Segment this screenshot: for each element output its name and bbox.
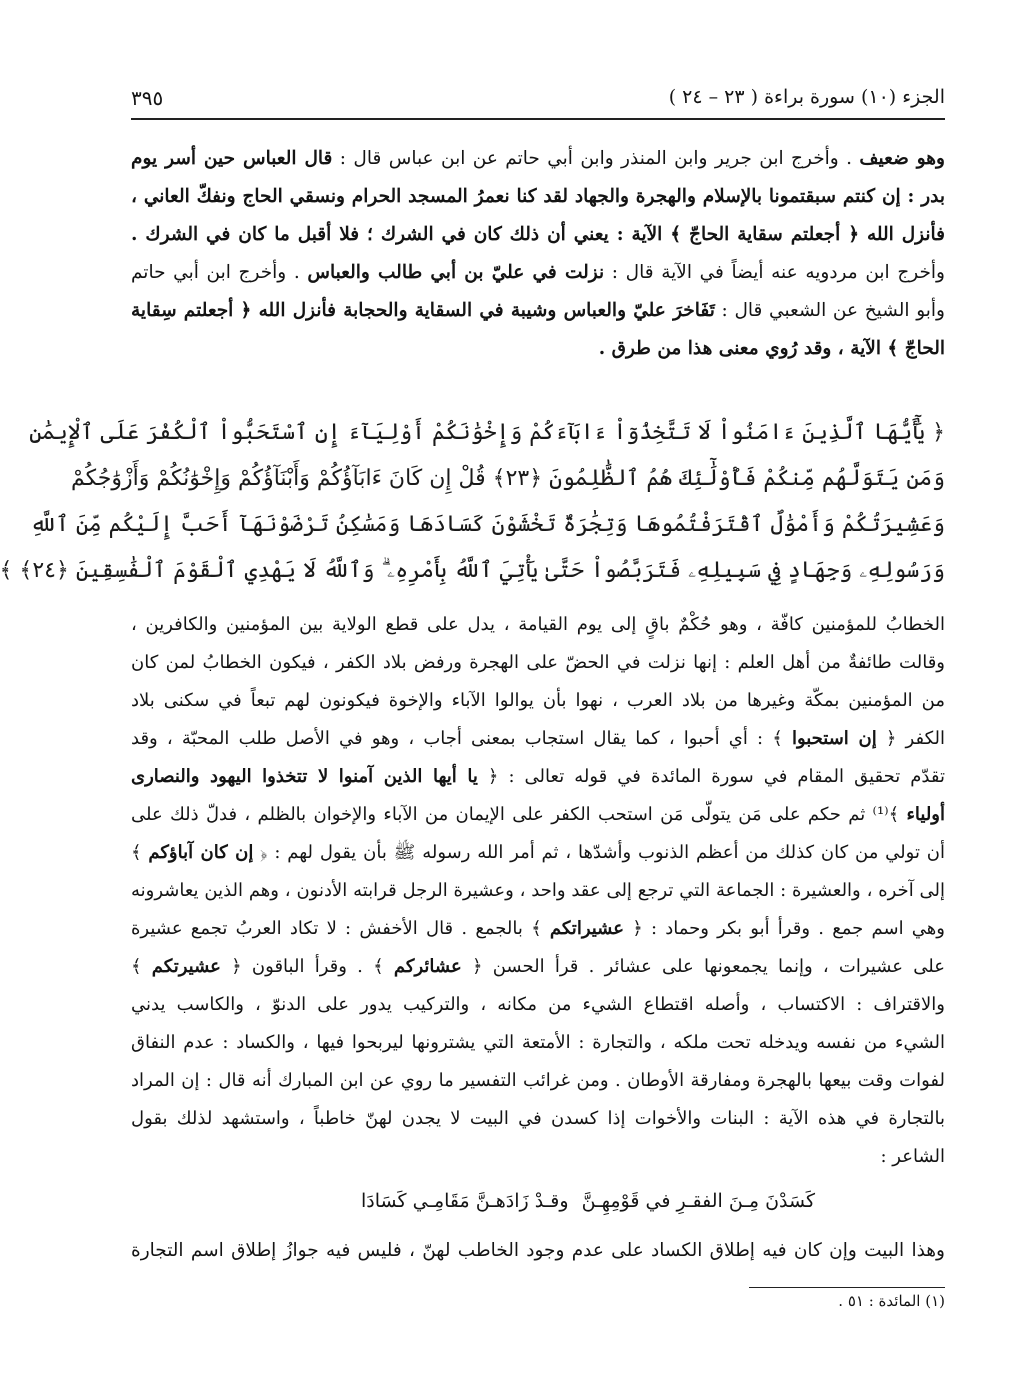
text-line (131, 606, 945, 644)
page-number: ٣٩٥ (131, 86, 164, 110)
text-run: والاقتراف : الاكتساب ، وأصله اقتطاع الشيء من مكانه ، والتركيب يدور على الدنوّ ، والكاسب يدني (131, 994, 945, 1015)
text-run: . وأخرج ابن جرير وابن المنذر وابن أبي حاتم عن ابن عباس قال : (332, 148, 860, 169)
text-run: ﴾⁽¹⁾ ثم حكم على مَن يتولّى مَن استحب الكفر على الإيمان من الآباء والإخوان بالظلم ، فدلّ ذلك على (131, 804, 907, 825)
intro-paragraph (131, 140, 945, 368)
text-line (131, 758, 945, 796)
commentary-paragraph (131, 606, 945, 1176)
text-line (131, 834, 945, 872)
text-run: وقالت طائفةٌ من أهل العلم : إنها نزلت في الحضّ على الهجرة ورفض بلاد الكفر ، فيكون الخطابُ لمن كان (131, 652, 945, 673)
text-line (131, 292, 945, 330)
bold-text-run: يا أيها الذين آمنوا لا تتخذوا اليهود والنصارى (131, 766, 478, 787)
bold-text-run: فأنزل الله ﴿ أجعلتم سقاية الحاجّ ﴾ الآية : يعني أن ذلك كان في الشرك ؛ فلا أقبل ما كان في الشرك . (131, 224, 945, 245)
text-line (131, 1024, 945, 1062)
quran-line: ﴿ يَٰٓأَيُّهَا ٱلَّذِينَ ءَامَنُواْ لَا تَتَّخِذُوٓاْ ءَابَآءَكُمْ وَإِخْوَٰنَكُمْ أَوْلِيَآءَ إِنِ ٱسْتَحَبُّواْ ٱلْكُفْرَ عَلَى ٱلْإِيمَٰنِ (29, 420, 945, 445)
text-run: ﴾ : أي أحبوا ، كما يقال استجاب بمعنى أجاب ، وهو في الأصل طلب المحبّة ، وقد (131, 728, 792, 749)
text-line (131, 330, 945, 368)
text-run: ﴾ (131, 842, 149, 863)
bold-text-run: عشيرتكم (151, 956, 221, 977)
poem-verse (131, 1190, 945, 1230)
bold-text-run: وهو ضعيف (859, 148, 945, 169)
footnote-divider (749, 1287, 945, 1288)
text-run: ﴾ . وقرأ الباقون ﴿ (220, 956, 394, 977)
text-run: من المؤمنين بمكّة وغيرها من بلاد العرب ، نهوا بأن يوالوا الآباء والإخوة فيكونون لهم تبعاً في سكنى بلاد (131, 690, 945, 711)
header-divider (131, 118, 945, 120)
text-line: وهذا البيت وإن كان فيه إطلاق الكساد على عدم وجود الخاطب لهنّ ، فليس فيه جوازُ إطلاق اسم التجارة (131, 1240, 945, 1261)
text-run: الشيء من نفسه ويدخله تحت ملكه ، والتجارة : الأمتعة التي يشترونها ليربحوا فيها ، والكساد : عدم النفاق (131, 1032, 945, 1053)
text-line (131, 720, 945, 758)
text-run: أن تولي من كان كذلك من أعظم الذنوب وأشدّها ، ثم أمر الله رسوله ﷺ بأن يقول لهم : ﴿ (253, 842, 945, 863)
bold-text-run: نزلت في عليّ بن أبي طالب والعباس (307, 262, 605, 283)
text-line (131, 1062, 945, 1100)
text-run: . وأخرج ابن أبي حاتم (131, 262, 308, 283)
quran-line: وَرَسُولِهِۦ وَجِهَادٍ فِي سَبِيلِهِۦ فَتَرَبَّصُواْ حَتَّىٰ يَأْتِيَ ٱللَّهُ بِأَمْرِهِۦ ۗ وَٱللَّهُ لَا يَهْدِي ٱلْقَوْمَ ٱلْفَٰسِقِينَ ﴿٢٤﴾ ﴾ (0, 558, 945, 583)
footnote: (١) المائدة : ٥١ . (838, 1292, 945, 1310)
text-line (131, 910, 945, 948)
poem-hemistich-second: وقـدْ زَادَهـنَّ مَقَامِـي كَسَادَا (361, 1190, 569, 1212)
text-line (131, 644, 945, 682)
bold-text-run: عشيراتكم (549, 918, 624, 939)
text-line (131, 948, 945, 986)
text-line (131, 1138, 945, 1176)
text-run: ﴾ بالجمع . قال الأخفش : لا تكاد العربُ تجمع عشيرة (131, 918, 550, 939)
text-run: الشاعر : (880, 1146, 945, 1167)
text-line (131, 682, 945, 720)
bold-text-run: تَفَاخرَ عليّ والعباس وشيبة في السقاية والحجابة فأنزل الله ﴿ أجعلتم سِقاية (131, 300, 715, 321)
text-line (131, 1100, 945, 1138)
bold-text-run: إن كان آباؤكم (148, 842, 254, 863)
quran-line: وَعَشِيرَتُكُمْ وَأَمْوَٰلٌ ٱقْتَرَفْتُمُوهَا وَتِجَٰرَةٌ تَخْشَوْنَ كَسَادَهَا وَمَسَٰكِنُ تَرْضَوْنَهَآ أَحَبَّ إِلَيْكُم مِّنَ ٱللَّهِ (30, 512, 945, 537)
bold-text-run: إن استحبوا (791, 728, 877, 749)
text-run: ﴾ (131, 956, 152, 977)
closing-paragraph (131, 1232, 945, 1270)
text-run: تقدّم تحقيق المقام في سورة المائدة في قوله تعالى : ﴿ (477, 766, 945, 787)
text-line (131, 254, 945, 292)
bold-text-run: أولياء (906, 804, 945, 825)
text-line (131, 872, 945, 910)
text-line (131, 986, 945, 1024)
text-run: وهي اسم جمع . وقرأ أبو بكر وحماد : ﴿ (623, 918, 945, 939)
text-run: لفوات وقت بيعها بالهجرة ومفارقة الأوطان . ومن غرائب التفسير ما روي عن ابن المبارك أنه قال : إن المراد (131, 1070, 945, 1091)
poem-hemistich-first: كَسَدْنَ مِـنَ الفقـرِ في قَوْمِهِـنَّ (581, 1190, 815, 1212)
text-run: إلى آخره ، والعشيرة : الجماعة التي ترجع إلى عقد واحد ، وعشيرة الرجل قرابته الأدنون ، وهم الذين يعاشرونه (131, 880, 945, 901)
text-line (131, 796, 945, 834)
quran-verses-block (0, 410, 945, 594)
text-run: بالتجارة في هذه الآية : البنات والأخوات إذا كسدن في البيت لا يجدن لهنّ خاطباً ، واستشهد لذلك بقول (131, 1108, 945, 1129)
quran-line: وَمَن يَتَوَلَّهُم مِّنكُمْ فَأُوْلَٰٓئِكَ هُمُ ٱلظَّٰلِمُونَ ﴿٢٣﴾ قُلْ إِن كَانَ ءَابَآؤُكُمْ وَأَبْنَآؤُكُمْ وَإِخْوَٰنُكُمْ وَأَزْوَٰجُكُمْ (70, 466, 945, 491)
header-title: الجزء (١٠) سورة براءة ( ٢٣ – ٢٤ ) (668, 86, 945, 108)
bold-text-run: عشائركم (393, 956, 462, 977)
running-header (131, 86, 945, 116)
text-run: الكفر ﴿ (876, 728, 946, 749)
text-run: وأخرج ابن مردويه عنه أيضاً في الآية قال : (604, 262, 945, 283)
text-run: وأبو الشيخ عن الشعبي قال : (714, 300, 945, 321)
text-run: الخطابُ للمؤمنين كافّة ، وهو حُكْمٌ باقٍ إلى يوم القيامة ، يدل على قطع الولاية بين المؤمنين والكافرين ، (131, 614, 945, 635)
bold-text-run: قال العباس حين أسر يوم (131, 148, 333, 169)
text-run: على عشيرات ، وإنما يجمعونها على عشائر . قرأ الحسن ﴿ (461, 956, 945, 977)
bold-text-run: الحاجّ ﴾ الآية ، وقد رُوي معنى هذا من طرق . (598, 338, 945, 359)
text-line (131, 140, 945, 178)
bold-text-run: بدر : إن كنتم سبقتمونا بالإسلام والهجرة والجهاد لقد كنا نعمرُ المسجد الحرام ونسقي الحاج ونفكّ العاني ، (131, 186, 945, 207)
text-line (131, 178, 945, 216)
text-line (131, 216, 945, 254)
